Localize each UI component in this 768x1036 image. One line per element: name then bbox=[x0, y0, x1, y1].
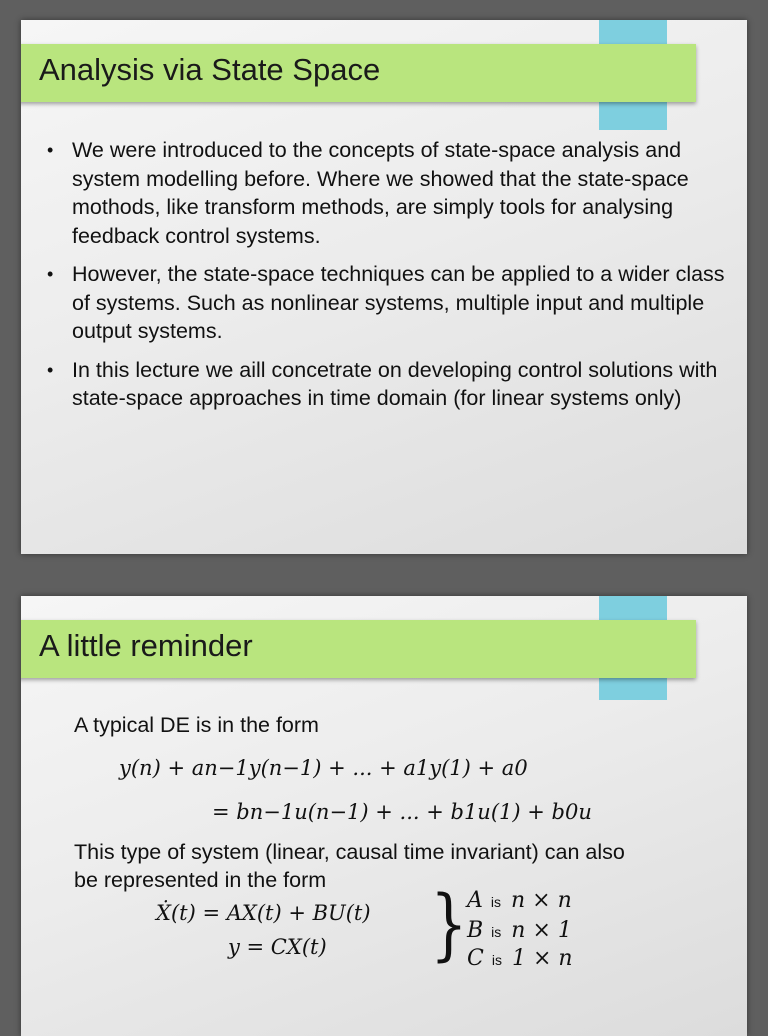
bullet-text: We were introduced to the concepts of state-space analysis and system modelling before. Where we showed that the state-space mothods, like transform methods, are simply tools for analysing feedback control systems. bbox=[72, 138, 689, 248]
bullet-item bbox=[41, 356, 731, 413]
matrix-is-label: is bbox=[491, 924, 502, 940]
bullet-icon: • bbox=[47, 359, 54, 380]
output-equation: y = CX(t) bbox=[228, 935, 327, 959]
bullet-item bbox=[41, 136, 731, 250]
bullet-text: However, the state-space techniques can be applied to a wider class of systems. Such as nonlinear systems, multiple input and multiple output systems. bbox=[72, 262, 725, 343]
slide-a-little-reminder bbox=[21, 596, 747, 1036]
matrix-name: C bbox=[467, 946, 484, 971]
equation-line-1 bbox=[119, 756, 528, 780]
matrix-dim-a bbox=[467, 888, 572, 913]
matrix-name: A bbox=[467, 888, 483, 913]
bullet-item bbox=[41, 260, 731, 346]
description-line-1: This type of system (linear, causal time invariant) can also bbox=[74, 840, 625, 864]
bullet-text: In this lecture we aill concetrate on developing control solutions with state-space approaches in time domain (for linear systems only) bbox=[72, 357, 718, 410]
right-brace-icon: } bbox=[430, 880, 468, 970]
bullet-icon: • bbox=[47, 140, 54, 160]
matrix-name: B bbox=[467, 918, 484, 943]
matrix-dimension: n × n bbox=[511, 888, 572, 913]
title-bar bbox=[21, 44, 696, 102]
title-bar bbox=[21, 620, 696, 678]
matrix-dim-b bbox=[467, 918, 572, 943]
matrix-dimension: n × 1 bbox=[511, 918, 572, 943]
state-equation: Ẋ(t) = AX(t) + BU(t) bbox=[156, 901, 371, 925]
bullet-icon: • bbox=[47, 264, 54, 284]
equation-line-2-text: = bn−1u(n−1) + ... + b1u(1) + b0u bbox=[212, 800, 592, 824]
slide-title: Analysis via State Space bbox=[39, 52, 381, 87]
slide-title: A little reminder bbox=[39, 628, 253, 663]
equation-line-1-text: y(n) + an−1y(n−1) + ... + a1y(1) + a0 bbox=[119, 756, 528, 780]
equation-line-2 bbox=[212, 800, 592, 824]
matrix-dim-c bbox=[467, 946, 573, 971]
description-line-2: be represented in the form bbox=[74, 868, 327, 892]
slide-analysis-via-state-space bbox=[21, 20, 747, 554]
matrix-is-label: is bbox=[490, 894, 502, 910]
intro-text: A typical DE is in the form bbox=[74, 713, 319, 737]
matrix-dimension: 1 × n bbox=[511, 946, 573, 971]
bullet-list bbox=[41, 136, 731, 423]
matrix-is-label: is bbox=[491, 952, 502, 968]
